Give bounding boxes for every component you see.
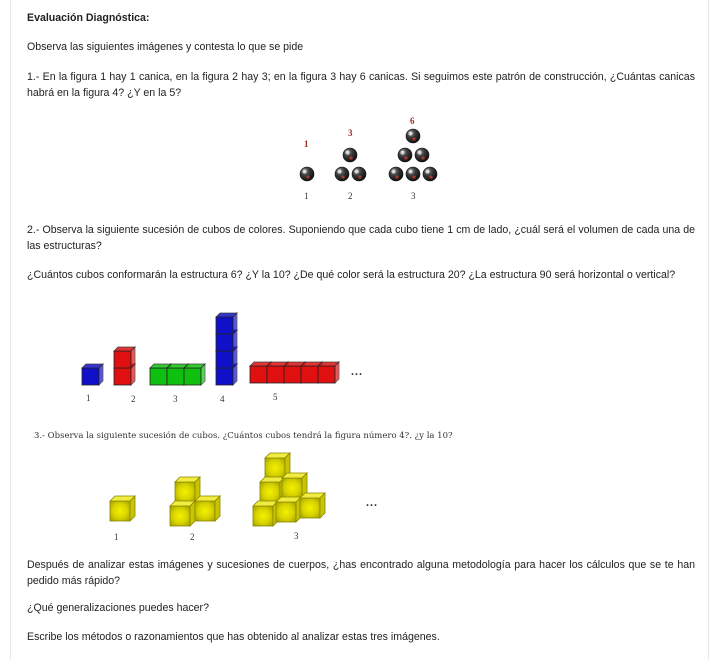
marble-drawings [0, 0, 720, 200]
yellow-cube [175, 477, 200, 502]
marble-count-2: 3 [348, 128, 353, 138]
question-2b: ¿Cuántos cubos conformarán la estructura 6? ¿Y la 10? ¿De qué color será la estructura 20? ¿La estructura 90 será horizontal o vertical? [27, 269, 676, 281]
yellow-fig-label-1: 1 [114, 532, 119, 542]
yellow-cube [110, 496, 135, 521]
marble [398, 148, 412, 162]
marble-fig-label-2: 2 [348, 191, 353, 201]
question-1: 1.- En la figura 1 hay 1 canica, en la figura 2 hay 3; en la figura 3 hay 6 canicas. Si seguimos este patrón de construcción, ¿Cuántas canicas habrá en la figura 4? ¿Y en la 5? [27, 71, 695, 99]
yellow-fig-label-3: 3 [294, 531, 299, 541]
marble [352, 167, 366, 181]
yellow-cube [300, 493, 325, 518]
marble-fig-label-1: 1 [304, 191, 309, 201]
yellow-cube [195, 496, 220, 521]
marble [423, 167, 437, 181]
green-cube [184, 364, 205, 385]
marble [335, 167, 349, 181]
marble [343, 148, 357, 162]
marble-count-1: 1 [304, 139, 309, 149]
question-2: 2.- Observa la siguiente sucesión de cubos de colores. Suponiendo que cada cubo tiene 1 cm de lado, ¿cuál será el volumen de cada una de las estructuras? [27, 224, 695, 252]
page-title: Evaluación Diagnóstica: [27, 12, 150, 24]
yellow-fig-label-2: 2 [190, 532, 195, 542]
question-3: 3.- Observa la siguiente sucesión de cubos. ¿Cuántos cubos tendrá la figura número 4?. ¿y la 10? [34, 431, 453, 441]
marble-count-3: 6 [410, 116, 415, 126]
intro-text: Observa las siguientes imágenes y contesta lo que se pide [27, 41, 304, 53]
paragraph-methods: Escribe los métodos o razonamientos que has obtenido al analizar estas tres imágenes. [27, 631, 440, 643]
marble [300, 167, 314, 181]
blue-cube [216, 313, 237, 334]
paragraph-methodology: Después de analizar estas imágenes y sucesiones de cuerpos, ¿has encontrado alguna metodología para hacer los cálculos que se te han pedido más rápido? [27, 559, 695, 587]
marble-fig-label-3: 3 [411, 191, 416, 201]
figure-yellow-cubes [0, 446, 720, 546]
paragraph-generalizations: ¿Qué generalizaciones puedes hacer? [27, 602, 209, 614]
marble [415, 148, 429, 162]
cube-fig-label-3: 3 [173, 394, 178, 404]
yellow-ellipsis: ... [366, 495, 378, 509]
red-cube [114, 347, 135, 368]
cube-fig-label-4: 4 [220, 394, 225, 404]
marble [389, 167, 403, 181]
cube-fig-label-1: 1 [86, 393, 91, 403]
marble [406, 129, 420, 143]
yellow-cube [170, 501, 195, 526]
blue-cube [82, 364, 103, 385]
cube-ellipsis: ... [351, 364, 363, 378]
figure-colored-cubes [0, 300, 720, 420]
red-cube [318, 362, 339, 383]
yellow-cube [253, 501, 278, 526]
cube-fig-label-5: 5 [273, 392, 278, 402]
marble [406, 167, 420, 181]
yellow-cube [276, 497, 301, 522]
cube-fig-label-2: 2 [131, 394, 136, 404]
